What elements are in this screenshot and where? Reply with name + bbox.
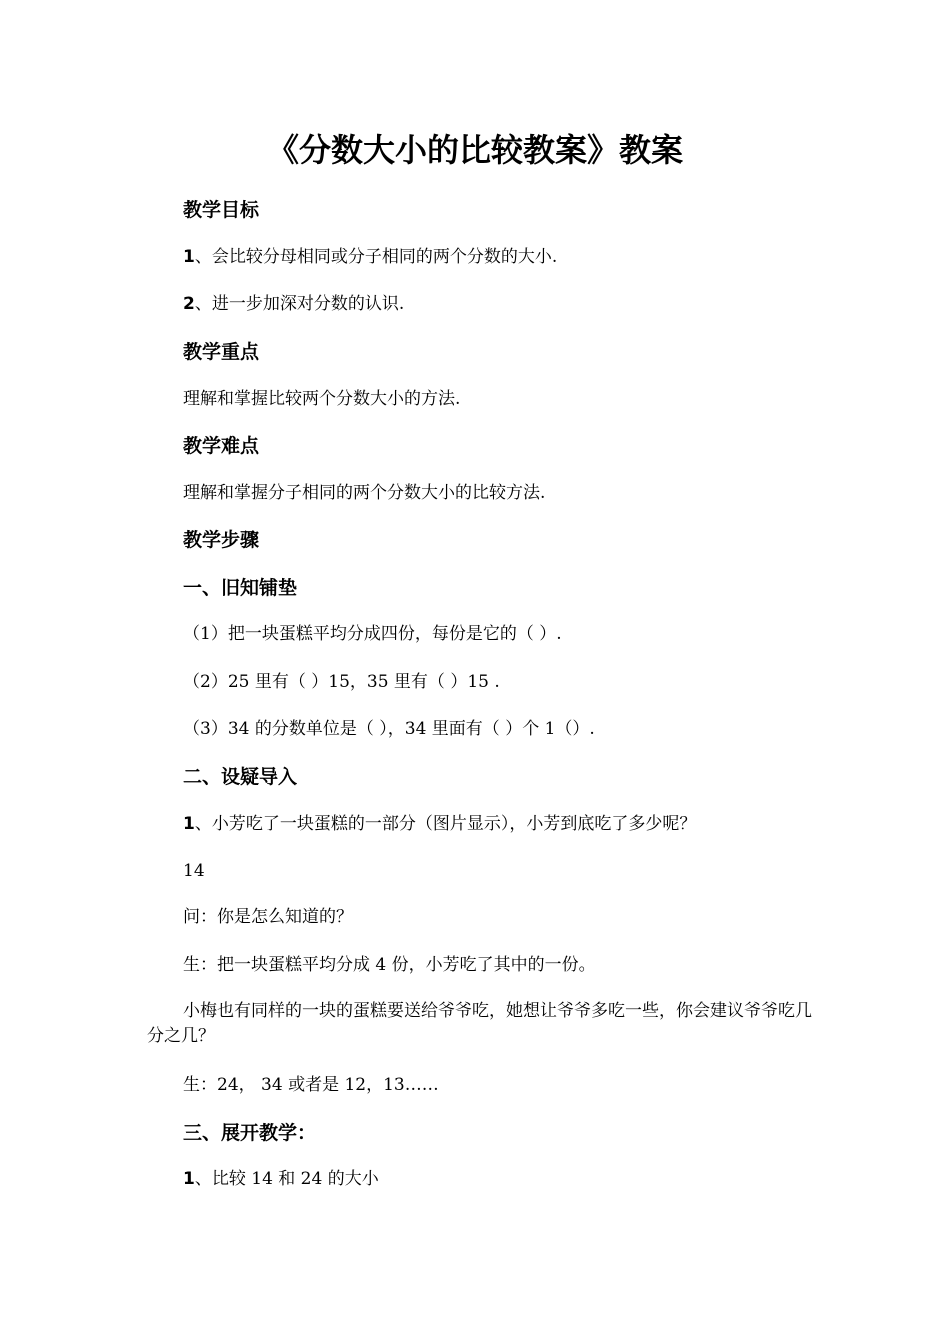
story-paragraph: 小梅也有同样的一块的蛋糕要送给爷爷吃，她想让爷爷多吃一些，你会建议爷爷吃几分之几？ — [147, 1001, 812, 1046]
student-answer-1: 生：把一块蛋糕平均分成 4 份，小芳吃了其中的一份。 — [183, 955, 596, 975]
question-text: 问：你是怎么知道的？ — [183, 907, 353, 927]
heading-teaching-goals: 教学目标 — [183, 199, 260, 221]
compare-item-1-number: 1 — [183, 1169, 195, 1189]
goal-item-2 — [183, 293, 404, 315]
document-title: 《分数大小的比较教案》教案 — [266, 131, 683, 169]
review-question-1: （1）把一块蛋糕平均分成四份，每份是它的（ ）. — [183, 624, 562, 644]
heading-key-points: 教学重点 — [183, 341, 260, 363]
student-answer-2: 生：24， 34 或者是 12，13…… — [183, 1075, 439, 1095]
goal-item-1-text: 、会比较分母相同或分子相同的两个分数的大小. — [194, 247, 558, 267]
goal-item-1-number: 1 — [183, 247, 195, 267]
goal-item-2-text: 、进一步加深对分数的认识. — [194, 294, 405, 314]
review-question-2: （2）25 里有（ ）15，35 里有（ ）15 . — [183, 672, 500, 692]
intro-item-1 — [183, 813, 696, 835]
fraction-text: 14 — [183, 861, 205, 881]
heading-section-3: 三、展开教学： — [183, 1122, 317, 1144]
review-question-3: （3）34 的分数单位是（ ），34 里面有（ ）个 1（）. — [183, 719, 595, 739]
heading-section-2: 二、设疑导入 — [183, 766, 298, 788]
compare-item-1-text: 、比较 14 和 24 的大小 — [194, 1169, 379, 1189]
intro-item-1-number: 1 — [183, 814, 195, 834]
heading-teaching-steps: 教学步骤 — [183, 529, 260, 551]
compare-item-1 — [183, 1168, 379, 1190]
difficulties-text: 理解和掌握分子相同的两个分数大小的比较方法. — [183, 483, 546, 503]
intro-item-1-text: 、小芳吃了一块蛋糕的一部分（图片显示），小芳到底吃了多少呢？ — [194, 814, 697, 834]
key-points-text: 理解和掌握比较两个分数大小的方法. — [183, 389, 461, 409]
heading-difficulties: 教学难点 — [183, 435, 260, 457]
goal-item-2-number: 2 — [183, 294, 195, 314]
heading-section-1: 一、旧知铺垫 — [183, 577, 298, 599]
goal-item-1 — [183, 246, 557, 268]
